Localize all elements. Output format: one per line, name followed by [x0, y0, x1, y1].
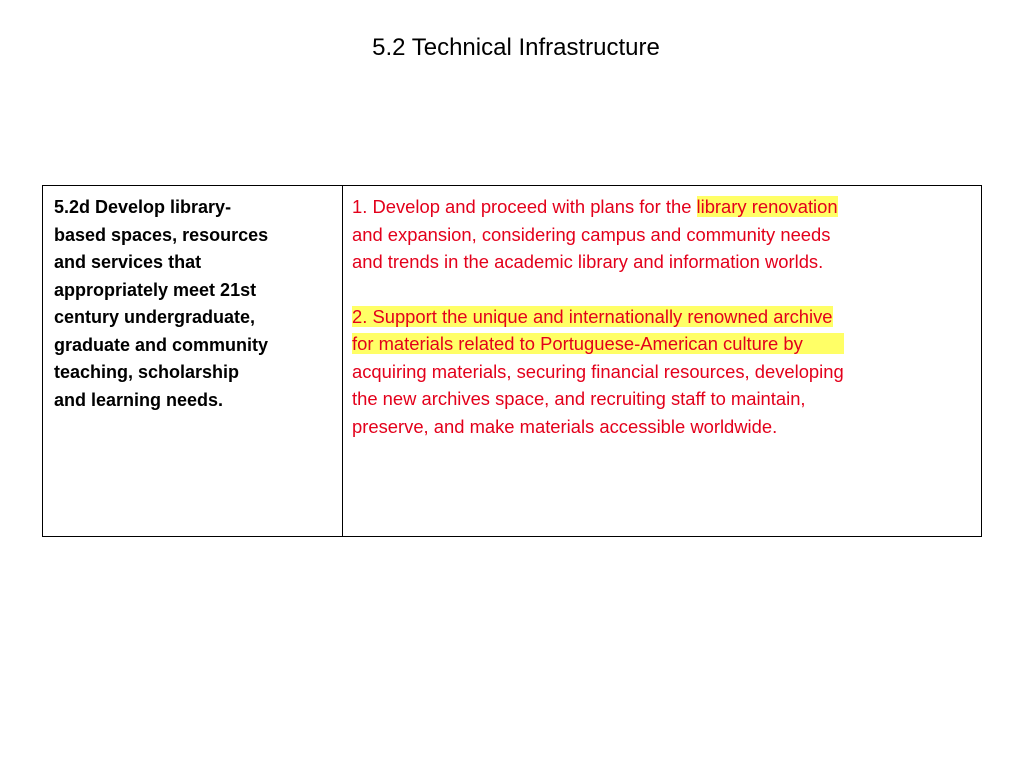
action-line	[352, 303, 971, 331]
objective-line: 5.2d Develop library-	[54, 197, 232, 217]
objective-line: century undergraduate,	[54, 307, 256, 327]
action-text: and expansion, considering campus and community needs	[352, 223, 831, 245]
action-line	[352, 413, 971, 441]
objective-line: and learning needs.	[54, 389, 224, 410]
highlighted-text: library renovation	[696, 196, 838, 217]
actions-cell	[343, 186, 981, 536]
objective-line: appropriately meet 21st	[54, 279, 257, 300]
slide-title: 5.2 Technical Infrastructure	[372, 34, 660, 61]
action-text: preserve, and make materials accessible worldwide.	[352, 415, 778, 437]
action-text: acquiring materials, securing financial resources, developing	[352, 360, 844, 382]
highlighted-text: for materials related to Portuguese-American culture by	[352, 333, 803, 354]
action-line	[352, 193, 971, 221]
action-text: the new archives space, and recruiting staff to maintain,	[352, 388, 806, 409]
action-item-2	[352, 303, 971, 441]
action-text: and trends in the academic library and information worlds.	[352, 251, 824, 272]
highlighted-text: 2. Support the unique and internationally renowned archive	[352, 305, 833, 327]
objective-line: graduate and community	[54, 334, 269, 355]
action-text: 1. Develop and proceed with plans for the	[352, 196, 697, 217]
objective-line: and services that	[54, 252, 202, 272]
action-line	[352, 248, 971, 276]
action-line	[352, 330, 971, 358]
objective-line: teaching, scholarship	[54, 362, 240, 382]
action-line	[352, 358, 971, 386]
action-item-1	[352, 193, 971, 276]
action-line	[352, 385, 971, 413]
action-line	[352, 221, 971, 249]
objective-table	[42, 185, 982, 537]
objective-cell	[43, 186, 343, 536]
objective-line: based spaces, resources	[54, 224, 269, 245]
